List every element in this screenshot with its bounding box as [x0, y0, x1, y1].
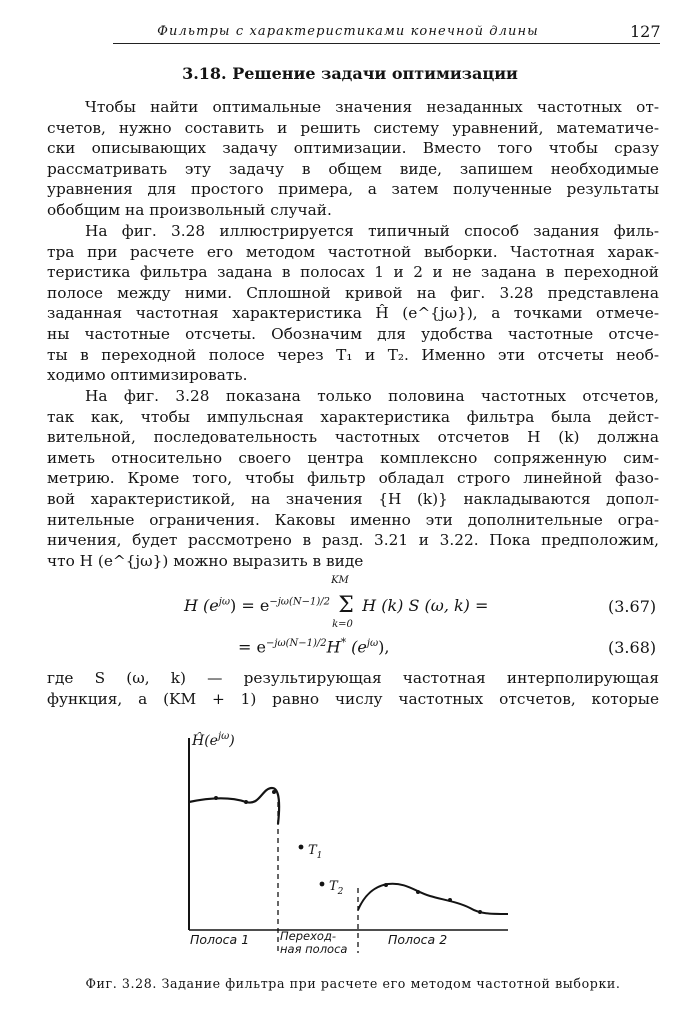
text-line: ны частотные отсчеты. Обозначим для удобства частотные отсче-	[47, 324, 659, 343]
eq-exponent: −jω(N−1)/2	[269, 596, 330, 608]
band2-curve	[358, 884, 508, 914]
text-line: уравнения для простого примера, а затем полученные результаты	[47, 180, 659, 199]
transition-label-line2: ная полоса	[280, 942, 348, 956]
text-line: иметь относительно своего центра комплексно сопряженную сим-	[47, 448, 659, 467]
sample-dot	[272, 790, 276, 794]
sum-lower-limit: k=0	[332, 619, 353, 630]
page-number: 127	[630, 22, 661, 41]
text-line: счетов, нужно составить и решить систему уравнений, математиче-	[47, 118, 659, 137]
eq-lhs-sup: jω	[218, 596, 231, 608]
eq-conjugate: *	[340, 636, 347, 649]
text-line: так как, чтобы импульсная характеристика фильтра была дейст-	[47, 407, 659, 426]
eq-exp-base: = e	[238, 637, 266, 657]
sample-dot	[478, 910, 482, 914]
eq-rhs: H (k) S (ω, k) =	[362, 596, 489, 615]
text-line: нительные ограничения. Каковы именно эти дополнительные огра-	[47, 510, 659, 529]
figure-caption: Фиг. 3.28. Задание фильтра при расчете его методом частотной выборки.	[85, 976, 621, 991]
running-head: Фильтры с характеристиками конечной длины	[157, 24, 539, 39]
text-line: теристика фильтра задана в полосах 1 и 2 и не задана в переходной	[47, 263, 659, 282]
text-line: рассматривать эту задачу в общем виде, запишем необходимые	[47, 159, 659, 178]
eq-exp-base: ) = e	[230, 596, 270, 615]
text-line: полосе между ними. Сплошной кривой на фиг. 3.28 представлена	[47, 283, 659, 302]
axis-label: $Ĥ(e^{j\omega})$	[192, 731, 235, 749]
sample-dot	[384, 883, 388, 887]
text-line: ничения, будет рассмотрено в разд. 3.21 и 3.22. Пока предположим,	[47, 531, 659, 550]
equation-3-67	[184, 575, 489, 630]
equation-number-3-67: (3.67)	[608, 597, 657, 616]
sample-dot	[416, 890, 420, 894]
band2-label: Полоса 2	[388, 932, 448, 947]
band1-label: Полоса 1	[190, 932, 250, 947]
band1-curve	[189, 788, 279, 824]
text-line: вой характеристикой, на значения {H (k)} накладываются допол-	[47, 489, 659, 508]
sample-dot	[244, 800, 248, 804]
sigma-icon: Σ	[338, 593, 354, 618]
sample-dot	[448, 898, 452, 902]
text-line: вительной, последовательность частотных отсчетов H (k) должна	[47, 428, 659, 447]
section-title: 3.18. Решение задачи оптимизации	[182, 64, 518, 83]
paragraph-2	[47, 221, 659, 386]
t2-label: $T_2$	[329, 879, 344, 897]
eq-arg-sup: jω	[366, 638, 379, 649]
text-line: тра при расчете его методом частотной выборки. Частотная харак-	[47, 242, 659, 261]
paragraph-3	[47, 386, 659, 571]
sum-operator	[331, 575, 357, 630]
eq-arg: (e	[346, 637, 367, 657]
text-line: обобщим на произвольный случай.	[47, 200, 332, 219]
equation-3-68	[238, 636, 389, 656]
transition-label-line1: Переход-	[280, 929, 337, 943]
paragraph-1	[47, 97, 659, 221]
text-line: ски описывающих задачу оптимизации. Вместо того чтобы сразу	[47, 139, 659, 158]
text-line: заданная частотная характеристика Ĥ (e^{jω}), а точками отмече-	[47, 304, 659, 323]
sample-dot-t2	[320, 882, 325, 887]
text-line: метрию. Кроме того, чтобы фильтр обладал строго линейной фазо-	[47, 469, 659, 488]
text-line: ты в переходной полосе через T₁ и T₂. Именно эти отсчеты необ-	[47, 345, 659, 364]
sum-upper-limit: KM	[331, 575, 349, 586]
t1-label: $T_1$	[308, 843, 323, 861]
text-line: ходимо оптимизировать.	[47, 366, 248, 385]
text-line: где S (ω, k) — результирующая частотная интерполирующая	[47, 669, 659, 687]
header-rule	[113, 43, 660, 44]
text-line: Чтобы найти оптимальные значения незаданных частотных от-	[85, 98, 659, 116]
paragraph-4	[47, 668, 659, 709]
text-line: что H (e^{jω}) можно выразить в виде	[47, 551, 364, 570]
eq-exponent: −jω(N−1)/2	[265, 638, 327, 649]
text-line: На фиг. 3.28 иллюстрируется типичный способ задания филь-	[85, 222, 659, 240]
text-line: На фиг. 3.28 показана только половина частотных отсчетов,	[85, 387, 659, 405]
sample-dot-t1	[299, 845, 304, 850]
sample-dot	[214, 796, 218, 800]
eq-arg-close: ),	[378, 637, 390, 657]
equation-number-3-68: (3.68)	[608, 638, 657, 657]
text-line: функция, а (KM + 1) равно числу частотных отсчетов, которые	[47, 689, 659, 708]
eq-lhs: H (e	[184, 596, 219, 615]
figure-3-28	[168, 728, 530, 958]
eq-h: H	[326, 637, 341, 657]
